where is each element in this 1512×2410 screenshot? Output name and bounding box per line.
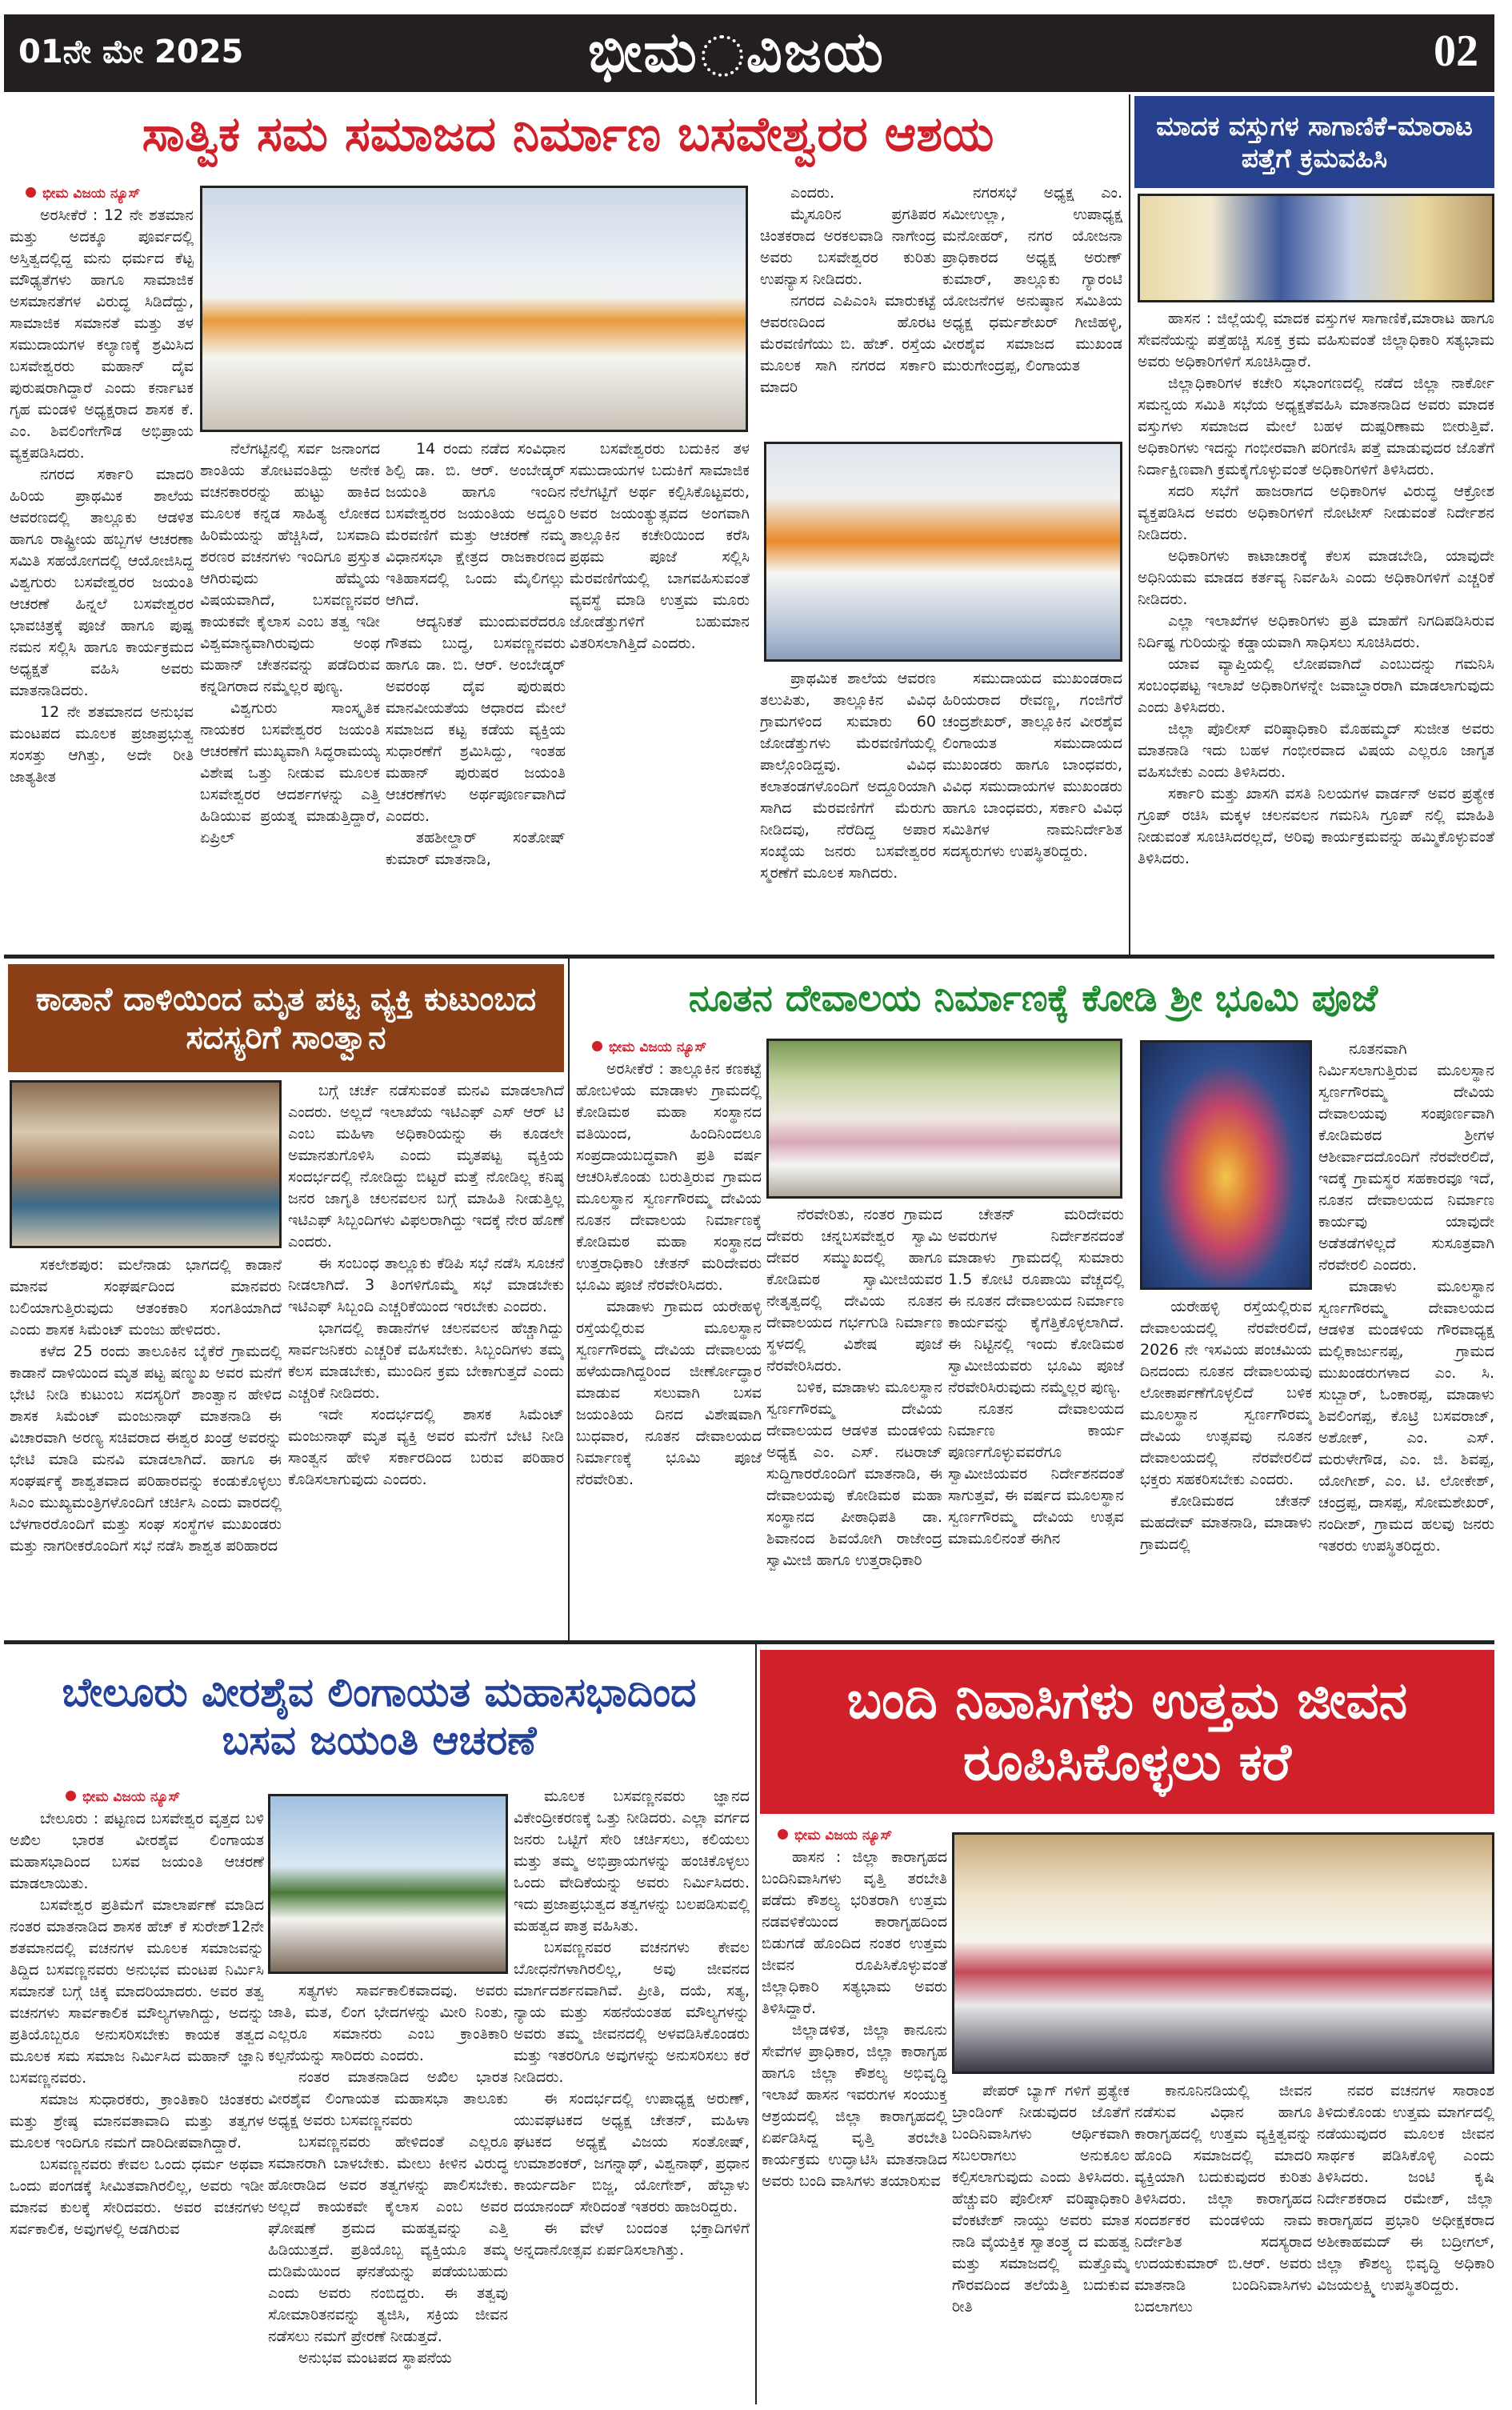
logo-right: ವಿಜಯ [746,19,885,85]
article-text [10,1808,264,2240]
byline: ಭೀಮ ವಿಜಯ ನ್ಯೂಸ್ [66,1786,264,1808]
paragraph: ಪ್ರಾಥಮಿಕ ಶಾಲೆಯ ಆವರಣ ತಲುಪಿತು, ತಾಲ್ಲೂಕಿನ ವಿವಿಧ ಗ್ರಾಮಗಳಿಂದ ಸುಮಾರು 60 ಜೋಡೆತ್ತುಗಳು ಮೆರವಣಿಗೆಯಲ್ಲಿ ಪಾಲ್ಗೊಂಡಿದ್ದವು. ವಿವಿಧ ಕಲಾತಂಡಗಳೊಂದಿಗೆ ಅದ್ದೂರಿಯಾಗಿ ಸಾಗಿದ ಮೆರವಣಿಗೆಗೆ ಮೆರುಗು ನೀಡಿದವು, ನೆರೆದಿದ್ದ ಅಪಾರ ಸಂಖ್ಯೆಯ ಜನರು ಬಸವೇಶ್ವರರ ಸ್ಮರಣೆಗೆ ಮೂಲಕ ಸಾಗಿದರು. [760,670,936,882]
paragraph: ಈ ವೇಳೆ ಬಂದಂತ ಭಕ್ತಾದಿಗಳಿಗೆ ಅನ್ನದಾನೋತ್ಸವ ಏರ್ಪಡಿಸಲಾಗಿತ್ತು. [514,2220,750,2259]
paragraph: ನಗರದ ಸರ್ಕಾರಿ ಮಾದರಿ ಹಿರಿಯ ಪ್ರಾಥಮಿಕ ಶಾಲೆಯ ಆವರಣದಲ್ಲಿ ತಾಲ್ಲೂಕು ಆಡಳಿತ ಹಾಗೂ ರಾಷ್ಟ್ರೀಯ ಹಬ್ಬಗಳ ಆಚರಣಾ ಸಮಿತಿ ಸಹಯೋಗದಲ್ಲಿ ಆಯೋಜಿಸಿದ್ದ ವಿಶ್ವಗುರು ಬಸವೇಶ್ವರರ ಜಯಂತಿ ಆಚರಣೆ ಹಿನ್ನಲೆ ಬಸವೇಶ್ವರರ ಭಾವಚಿತ್ರಕ್ಕೆ ಪೂಜೆ ಹಾಗೂ ಪುಷ್ಪ ನಮನ ಸಲ್ಲಿಸಿ ಹಾಗೂ ಕಾರ್ಯಕ್ರಮದ ಅಧ್ಯಕ್ಷತೆ ವಹಿಸಿ ಅವರು ಮಾತನಾಡಿದರು. [10,466,194,699]
article-column [1140,1296,1312,1636]
paragraph: ಸರ್ಕಾರಿ ಮತ್ತು ಖಾಸಗಿ ವಸತಿ ನಿಲಯಗಳ ವಾರ್ಡನ್ ಅವರ ಪ್ರತ್ಯೇಕ ಗ್ರೂಪ್ ರಚಿಸಿ ಮಕ್ಕಳ ಚಲನವಲನ ಗಮನಿಸಿ ಗ್ರೂಪ್ ನಲ್ಲಿ ಮಾಹಿತಿ ನೀಡುವಂತೆ ಸೂಚಿಸಿದರಲ್ಲದೆ, ಅರಿವು ಕಾರ್ಯಕ್ರಮವನ್ನು ಹಮ್ಮಿಕೊಳ್ಳುವಂತೆ ತಿಳಿಸಿದರು. [1138,785,1494,867]
article-column [386,438,566,952]
article-text [1134,2080,1312,2318]
article-column [760,182,936,435]
paragraph: ಅಧಿಕಾರಿಗಳು ಕಾಟಾಚಾರಕ್ಕೆ ಕೆಲಸ ಮಾಡಬೇಡಿ, ಯಾವುದೇ ಅಧಿನಿಯಮ ಮಾಡದ ಕರ್ತವ್ಯ ನಿರ್ವಹಿಸಿ ಎಂದು ಅಧಿಕಾರಿಗಳಿಗೆ ಎಚ್ಚರಿಕೆ ನೀಡಿದರು. [1138,547,1494,608]
article-text [10,1255,282,1557]
article-column [514,1786,750,2404]
article-text [570,438,750,655]
paragraph: ಈ ಸಂದರ್ಭದಲ್ಲಿ ಉಪಾಧ್ಯಕ್ಷ ಅರುಣ್, ಯುವಘಟಕದ ಅಧ್ಯಕ್ಷ ಚೇತನ್, ಮಹಿಳಾ ಘಟಕದ ಅಧ್ಯಕ್ಷೆ ವಿಜಯ ಸಂತೋಷ್, ಉಮಾಶಂಕರ್, ಜಗನ್ನಾಥ್, ವಿಶ್ವನಾಥ್, ಪ್ರಧಾನ ಕಾರ್ಯದರ್ಶಿ ಬಿಜ್ಜ, ಯೋಗೇಶ್, ಹೆಬ್ಬಾಳು ದಯಾನಂದ್ ಸೇರಿದಂತೆ ಇತರರು ಹಾಜರಿದ್ದರು. [514,2090,750,2216]
article-text [268,1980,508,2369]
paragraph: ಮೈಸೂರಿನ ಪ್ರಗತಿಪರ ಚಿಂತಕರಾದ ಅರಕಲವಾಡಿ ನಾಗೇಂದ್ರ ಅವರು ಬಸವೇಶ್ವರರ ಕುರಿತು ಉಪನ್ಯಾಸ ನೀಡಿದರು. [760,206,936,288]
paragraph: ಸದರಿ ಸಭೆಗೆ ಹಾಜರಾಗದ ಅಧಿಕಾರಿಗಳ ವಿರುದ್ಧ ಆಕ್ರೋಶ ವ್ಯಕ್ತಪಡಿಸಿದ ಅವರು ಅಧಿಕಾರಿಗಳಿಗೆ ನೋಟೀಸ್ ನೀಡುವಂತೆ ನಿರ್ದೇಶನ ನೀಡಿದರು. [1138,482,1494,543]
paragraph: ಈ ಸಂಬಂಧ ತಾಲ್ಲೂಕು ಕೆಡಿಪಿ ಸಭೆ ನಡೆಸಿ ಸೂಚನೆ ನೀಡಲಾಗಿದೆ. 3 ತಿಂಗಳಿಗೊಮ್ಮೆ ಸಭೆ ಮಾಡಬೇಕು ಇಟಿಎಫ್ ಸಿಬ್ಬಂದಿ ಎಚ್ಚರಿಕೆಯಿಂದ ಇರಬೇಕು ಎಂದರು. [288,1255,564,1315]
article-column [268,1980,508,2404]
paragraph: ನವರ ವಚನಗಳ ಸಾರಾಂಶ ತಿಳಿದುಕೊಂಡು ಉತ್ತಮ ಮಾರ್ಗದಲ್ಲಿ ನಡೆಯುವುದರ ಮೂಲಕ ಜೀವನ ಸಾರ್ಥಕ ಪಡಿಸಿಕೊಳ್ಳಿ ಎಂದು ತಿಳಿಸಿದರು. ಜಂಟಿ ಕೃಷಿ ನಿರ್ದೇಶಕರಾದ ರಮೇಶ್, ಜಿಲ್ಲಾ ಕಾರಾಗೃಹದ ಪ್ರಭಾರಿ ಅಧೀಕ್ಷಕರಾದ ಅಶೀಕಾಹಮದ್ ಈ ಬದ್ರೀಗಲ್, ಜಿಲ್ಲಾ ಕೌಶಲ್ಯ ಭಿವೃದ್ಧಿ ಅಧಿಕಾರಿ ವಿಜಯಲಕ್ಷ್ಮಿ ಉಪಸ್ಥಿತರಿದ್ದರು. [1317,2082,1494,2294]
news-photo-felicitation [764,442,1122,662]
paragraph: ನೆರವೇರಿತು, ನಂತರ ಗ್ರಾಮದ ದೇವರು ಚನ್ನಬಸವೇಶ್ವರ ಸ್ವಾಮಿ ದೇವರ ಸಮ್ಮುಖದಲ್ಲಿ ಹಾಗೂ ಕೋಡಿಮಠ ಸ್ವಾಮೀಜಿಯವರ ನೇತೃತ್ವದಲ್ಲಿ ದೇವಿಯ ನೂತನ ದೇವಾಲಯದ ಗರ್ಭಗುಡಿ ನಿರ್ಮಾಣ ಸ್ಥಳದಲ್ಲಿ ವಿಶೇಷ ಪೂಜೆ ನೆರವೇರಿಸಿದರು. [766,1206,942,1375]
paragraph: ಕಳೆದ 25 ರಂದು ತಾಲೂಕಿನ ಬೈಕೆರೆ ಗ್ರಾಮದಲ್ಲಿ ಕಾಡಾನೆ ದಾಳಿಯಿಂದ ಮೃತ ಪಟ್ಟ ಷಣ್ಮುಖ ಅವರ ಮನೆಗೆ ಭೇಟಿ ನೀಡಿ ಕುಟುಂಬ ಸದಸ್ಯರಿಗೆ ಶಾಂತ್ವಾನ ಹೇಳಿದ ಶಾಸಕ ಸಿಮೆಂಟ್ ಮಂಜುನಾಥ್ ಮಾತನಾಡಿ ಈ ವಿಚಾರವಾಗಿ ಅರಣ್ಯ ಸಚಿವರಾದ ಈಶ್ವರ ಖಂಡ್ರೆ ಅವರನ್ನು ಭೇಟಿ ಮಾಡಿ ಮನವಿ ಮಾಡಲಾಗಿದೆ. ಹಾಗೂ ಈ ಸಂಘರ್ಷಕ್ಕೆ ಶಾಶ್ವತವಾದ ಪರಿಹಾರವನ್ನು ಕಂಡುಕೊಳ್ಳಲು ಸಿಎಂ ಮುಖ್ಯಮಂತ್ರಿಗಳೊಂದಿಗೆ ಚರ್ಚಿಸಿ ಎಂದು ವಾರದಲ್ಲಿ ಬೆಳಗಾರರೊಂದಿಗೆ ಮತ್ತು ಸಂಘ ಸಂಸ್ಥೆಗಳ ಮುಖಂಡರು ಮತ್ತು ನಾಗರೀಕರೊಂದಿಗೆ ಸಭೆ ನಡೆಸಿ ಶಾಶ್ವತ ಪರಿಹಾರದ [10,1343,282,1555]
elephant-attack-headline: ಕಾಡಾನೆ ದಾಳಿಯಿಂದ ಮೃತ ಪಟ್ಟ ವ್ಯಕ್ತಿ ಕುಟುಂಬದ ಸದಸ್ಯರಿಗೆ ಸಾಂತ್ವಾನ [8,964,564,1072]
page-number: 02 [1434,26,1478,76]
paragraph: ಬಗ್ಗೆ ಚರ್ಚೆ ನಡೆಸುವಂತೆ ಮನವಿ ಮಾಡಲಾಗಿದೆ ಎಂದರು. ಅಲ್ಲದೆ ಇಲಾಖೆಯ ಇಟಿಎಫ್ ಎಸ್ ಆರ್ ಟಿ ಎಂಬ ಮಹಿಳಾ ಅಧಿಕಾರಿಯನ್ನು ಈ ಕೂಡಲೇ ಅಮಾನತುಗೊಳಿಸಿ ಎಂದು ಮೃತಪಟ್ಟ ವ್ಯಕ್ತಿಯ ಸಂದರ್ಭದಲ್ಲಿ ನೋಡಿದ್ದು ಬಿಟ್ಟರೆ ಮತ್ತೆ ನೋಡಿಲ್ಲ ಕನಿಷ್ಠ ಜನರ ಜಾಗೃತಿ ಚಲನವಲನ ಬಗ್ಗೆ ಮಾಹಿತಿ ನೀಡುತ್ತಿಲ್ಲ ಇಟಿಎಫ್ ಸಿಬ್ಬಂದಿಗಳು ವಿಫಲರಾಗಿದ್ದು ಇದಕ್ಕೆ ನೇರ ಹೊಣೆ ಎಂದರು. [288,1082,564,1251]
paragraph: ಯರೇಹಳ್ಳಿ ರಸ್ತೆಯಲ್ಲಿರುವ ದೇವಾಲಯದಲ್ಲಿ ನೆರವೇರಲಿದೆ, 2026 ನೇ ಇಸವಿಯ ಪಂಚಮಿಯ ದಿನದಂದು ನೂತನ ದೇವಾಲಯವು ಲೋಕಾರ್ಪಣೆಗೊಳ್ಳಲಿದೆ ಬಳಿಕ ಮೂಲಸ್ಥಾನ ಸ್ವರ್ಣಗೌರಮ್ಮ ದೇವಿಯ ಉತ್ಸವವು ನೂತನ ದೇವಾಲಯದಲ್ಲಿ ನೆರವೇರಲಿದೆ ಭಕ್ತರು ಸಹಕರಿಸಬೇಕು ಎಂದರು. [1140,1298,1312,1488]
article-text [1318,1039,1494,1557]
paragraph: ಇದೇ ಸಂದರ್ಭದಲ್ಲಿ ಶಾಸಕ ಸಿಮೆಂಟ್ ಮಂಜುನಾಥ್ ಮೃತ ವ್ಯಕ್ತಿ ಅವರ ಮನೆಗೆ ಬೇಟಿ ನೀಡಿ ಸಾಂತ್ವನ ಹೇಳಿ ಸರ್ಕಾರದಿಂದ ಬರುವ ಪರಿಹಾರ ಕೊಡಿಸಲಾಗುವುದು ಎಂದರು. [288,1406,564,1488]
paragraph: ತಹಶೀಲ್ದಾರ್ ಸಂತೋಷ್ ಕುಮಾರ್ ಮಾತನಾಡಿ, [386,829,566,868]
paragraph: ಸಕಲೇಶಪುರ: ಮಲೆನಾಡು ಭಾಗದಲ್ಲಿ ಕಾಡಾನೆ ಮಾನವ ಸಂಘರ್ಷದಿಂದ ಮಾನವರು ಬಲಿಯಾಗುತ್ತಿರುವುದು ಆತಂಕಕಾರಿ ಸಂಗತಿಯಾಗಿದೆ ಎಂದು ಶಾಸಕ ಸಿಮೆಂಟ್ ಮಂಜು ಹೇಳಿದರು. [10,1256,282,1339]
paragraph: ಚೇತನ್ ಮರಿದೇವರು ಅವರುಗಳ ನಿರ್ದೇಶನದಂತೆ ಮಾಡಾಳು ಗ್ರಾಮದಲ್ಲಿ ಸುಮಾರು 1.5 ಕೋಟಿ ರೂಪಾಯಿ ವೆಚ್ಚದಲ್ಲಿ ಈ ನೂತನ ದೇವಾಲಯದ ನಿರ್ಮಾಣ ಕಾರ್ಯವನ್ನು ಕೈಗೆತ್ತಿಕೊಳ್ಳಲಾಗಿದೆ. ಈ ನಿಟ್ಟಿನಲ್ಲಿ ಇಂದು ಕೋಡಿಮಠ ಸ್ವಾಮೀಜಿಯವರು ಭೂಮಿ ಪೂಜೆ ನೆರವೇರಿಸಿರುವುದು ನಮ್ಮೆಲ್ಲರ ಪುಣ್ಯ. [948,1206,1124,1396]
news-photo-basava-jayanti [200,186,748,432]
chakra-wheel-icon [702,35,743,77]
paragraph: ಭಾಗದಲ್ಲಿ ಕಾಡಾನೆಗಳ ಚಲನವಲನ ಹೆಚ್ಚಾಗಿದ್ದು ಸಾರ್ವಜನಿಕರು ಎಚ್ಚರಿಕೆ ವಹಿಸಬೇಕು. ಸಿಬ್ಬಂದಿಗಳು ತಮ್ಮ ಕೆಲಸ ಮಾಡಬೇಕು, ಮುಂದಿನ ಕ್ರಮ ಬೇಕಾಗುತ್ತದೆ ಎಂದು ಎಚ್ಚರಿಕೆ ನೀಡಿದರು. [288,1319,564,1402]
paragraph: ಬಸವಣ್ಣನವರು ಕೇವಲ ಒಂದು ಧರ್ಮ ಅಥವಾ ಒಂದು ಪಂಗಡಕ್ಕೆ ಸೀಮಿತವಾಗಿರಲಿಲ್ಲ, ಅವರು ಇಡೀ ಮಾನವ ಕುಲಕ್ಕೆ ಸೇರಿದವರು. ಅವರ ವಚನಗಳು ಸರ್ವಕಾಲಿಕ, ಅವುಗಳಲ್ಲಿ ಅಡಗಿರುವ [10,2156,264,2238]
column-divider [755,1643,757,2404]
column-divider [1129,94,1130,955]
article-text [10,205,194,788]
newspaper-logo [588,19,885,86]
article-column [200,438,380,952]
paragraph: 14 ರಂದು ನಡೆದ ಸಂವಿಧಾನ ಶಿಲ್ಪಿ ಡಾ. ಬಿ. ಆರ್. ಅಂಬೇಡ್ಕರ್ ಜಯಂತಿ ಹಾಗೂ ಇಂದಿನ ಬಸವೇಶ್ವರರ ಜಯಂತಿಯ ಅದ್ದೂರಿ ಮೆರವಣಿಗೆ ಮತ್ತು ಆಚರಣೆ ನಮ್ಮ ವಿಧಾನಸಭಾ ಕ್ಷೇತ್ರದ ರಾಜಕಾರಣದ ಇತಿಹಾಸದಲ್ಲಿ ಒಂದು ಮೈಲಿಗಲ್ಲು ಆಗಿದೆ. [386,440,566,609]
paragraph: ಎಲ್ಲಾ ಇಲಾಖೆಗಳ ಅಧಿಕಾರಿಗಳು ಪ್ರತಿ ಮಾಹೆಗೆ ನಿಗದಿಪಡಿಸಿರುವ ನಿರ್ದಿಷ್ಟ ಗುರಿಯನ್ನು ಕಡ್ಡಾಯವಾಗಿ ಸಾಧಿಸಲು ಸೂಚಿಸಿದರು. [1138,612,1494,651]
paragraph: ಸತ್ಯಗಳು ಸಾರ್ವಕಾಲಿಕವಾದವು. ಅವರು ಜಾತಿ, ಮತ, ಲಿಂಗ ಭೇದಗಳನ್ನು ಮೀರಿ ನಿಂತು, ಎಲ್ಲರೂ ಸಮಾನರು ಎಂಬ ಕ್ರಾಂತಿಕಾರಿ ಕಲ್ಪನೆಯನ್ನು ಸಾರಿದರು ಎಂದರು. [268,1982,508,2064]
byline: ಭೀಮ ವಿಜಯ ನ್ಯೂಸ್ [778,1824,947,1847]
paragraph: ಬಳಿಕ, ಮಾಡಾಳು ಮೂಲಸ್ಥಾನ ಸ್ವರ್ಣಗೌರಮ್ಮ ದೇವಿಯ ದೇವಾಲಯದ ಆಡಳಿತ ಮಂಡಳಿಯ ಅಧ್ಯಕ್ಷ ಎಂ. ಎಸ್. ನಟರಾಜ್ ಸುದ್ದಿಗಾರರೊಂದಿಗೆ ಮಾತನಾಡಿ, ಈ ದೇವಾಲಯವು ಕೋಡಿಮಠ ಮಹಾ ಸಂಸ್ಥಾನದ ಪೀಠಾಧಿಪತಿ ಡಾ. ಶಿವಾನಂದ ಶಿವಯೋಗಿ ರಾಜೇಂದ್ರ ಸ್ವಾಮೀಜಿ ಹಾಗೂ ಉತ್ತರಾಧಿಕಾರಿ [766,1379,942,1569]
article-column [762,1824,947,2402]
paragraph: ಕಾನೂನಿನಡಿಯಲ್ಲಿ ಜೀವನ ನಡೆಸುವ ವಿಧಾನ ಹಾಗೂ ಕಾರಾಗೃಹದಲ್ಲಿ ಉತ್ತಮ ವ್ಯಕ್ತಿತ್ವವನ್ನು ಹೊಂದಿ ಸಮಾಜದಲ್ಲಿ ಮಾದರಿ ವ್ಯಕ್ತಿಯಾಗಿ ಬದುಕುವುದರ ಕುರಿತು ತಿಳಿಸಿದರು. ಜಿಲ್ಲಾ ಕಾರಾಗೃಹದ ಸಂದರ್ಶಕರ ಮಂಡಳಿಯ ನಾಮ ನಿರ್ದೇಶಿತ ಸದಸ್ಯರಾದ ಉದಯಕುಮಾರ್ ಬಿ.ಆರ್. ಅವರು ಮಾತನಾಡಿ ಬಂದಿನಿವಾಸಿಗಳು ಬದಲಾಗಲು [1134,2082,1312,2316]
paragraph: ಪೇಪರ್ ಬ್ಯಾಗ್ ಗಳಿಗೆ ಪ್ರತ್ಯೇಕ ಬ್ರಾಂಡಿಂಗ್ ನೀಡುವುದರ ಜೊತೆಗೆ ಬಂದಿನಿವಾಸಿಗಳು ಆರ್ಥಿಕವಾಗಿ ಸಬಲರಾಗಲು ಅನುಕೂಲ ಕಲ್ಪಿಸಲಾಗುವುದು ಎಂದು ತಿಳಿಸಿದರು. ಹೆಚ್ಚುವರಿ ಪೊಲೀಸ್ ವರಿಷ್ಠಾಧಿಕಾರಿ ವೆಂಕಟೇಶ್ ನಾಯ್ಡು ಅವರು ಮಾತ ನಾಡಿ ವೈಯಕ್ತಿಕ ಸ್ವಾತಂತ್ರ್ಯ ದ ಮಹತ್ವ ಮತ್ತು ಸಮಾಜದಲ್ಲಿ ಮತ್ತೊಮ್ಮೆ ಗೌರವದಿಂದ ತಲೆಯೆತ್ತಿ ಬದುಕುವ ರೀತಿ [952,2082,1130,2316]
article-text [1317,2080,1494,2296]
paragraph: ಮೂಲಕ ಬಸವಣ್ಣನವರು ಜ್ಞಾನದ ವಿಕೇಂದ್ರೀಕರಣಕ್ಕೆ ಒತ್ತು ನೀಡಿದರು. ಎಲ್ಲಾ ವರ್ಗದ ಜನರು ಒಟ್ಟಿಗೆ ಸೇರಿ ಚರ್ಚಿಸಲು, ಕಲಿಯಲು ಮತ್ತು ತಮ್ಮ ಅಭಿಪ್ರಾಯಗಳನ್ನು ಹಂಚಿಕೊಳ್ಳಲು ಒಂದು ವೇದಿಕೆಯನ್ನು ಅವರು ನಿರ್ಮಿಸಿದರು. ಇದು ಪ್ರಜಾಪ್ರಭುತ್ವದ ತತ್ವಗಳನ್ನು ಬಲಪಡಿಸುವಲ್ಲಿ ಮಹತ್ವದ ಪಾತ್ರ ವಹಿಸಿತು. [514,1787,750,1935]
article-column [766,1204,942,1636]
paragraph: ನೂತನ ದೇವಾಲಯದ ನಿರ್ಮಾಣ ಕಾರ್ಯ ಪೂರ್ಣಗೊಳ್ಳುವವರೆಗೂ ಸ್ವಾಮೀಜಿಯವರ ನಿರ್ದೇಶನದಂತೆ ಸಾಗುತ್ತವೆ, ಈ ವರ್ಷದ ಮೂಲಸ್ಥಾನ ಸ್ವರ್ಣಗೌರಮ್ಮ ದೇವಿಯ ಉತ್ಸವ ಮಾಮೂಲಿನಂತೆ ಈಗಿನ [948,1400,1124,1547]
byline: ಭೀಮ ವಿಜಯ ನ್ಯೂಸ್ [592,1036,762,1059]
article-column [1138,308,1494,952]
paragraph: ಅನುಭವ ಮಂಟಪದ ಸ್ಥಾಪನೆಯ [298,2349,452,2367]
article-text [760,182,936,398]
prisoners-headline: ಬಂದಿ ನಿವಾಸಿಗಳು ಉತ್ತಮ ಜೀವನ ರೂಪಿಸಿಕೊಳ್ಳಲು ಕರೆ [760,1650,1494,1814]
article-text [942,182,1122,377]
news-photo-condolence [10,1080,282,1248]
article-column [576,1036,762,1636]
byline: ಭೀಮ ವಿಜಯ ನ್ಯೂಸ್ [26,182,194,205]
lead-headline: ಸಾತ್ವಿಕ ಸಮ ಸಮಾಜದ ನಿರ್ಮಾಣ ಬಸವೇಶ್ವರರ ಆಶಯ [142,106,994,162]
article-column [1134,2080,1312,2402]
paragraph: ಬಸವೇಶ್ವರ ಪ್ರತಿಮೆಗೆ ಮಾಲಾರ್ಪಣೆ ಮಾಡಿದ ನಂತರ ಮಾತನಾಡಿದ ಶಾಸಕ ಹೆಚ್ ಕೆ ಸುರೇಶ್12ನೇ ಶತಮಾನದಲ್ಲಿ ವಚನಗಳ ಮೂಲಕ ಸಮಾಜವನ್ನು ತಿದ್ದಿದ ಬಸವಣ್ಣನವರು ಅನುಭವ ಮಂಟಪ ನಿರ್ಮಿಸಿ ಸಮಾನತೆ ಬಗ್ಗೆ ಚಿಕ್ಕ ಮಾದರಿಯಾದರು. ಅವರ ತತ್ವ ವಚನಗಳು ಸಾರ್ವಕಾಲಿಕ ಮೌಲ್ಯಗಳಾಗಿದ್ದು, ಅದನ್ನು ಪ್ರತಿಯೊಬ್ಬರೂ ಅನುಸರಿಸಬೇಕು ಕಾಯಕ ತತ್ವದ ಮೂಲಕ ಸಮ ಸಮಾಜ ನಿರ್ಮಿಸಿದ ಮಹಾನ್ ಜ್ಞಾನಿ ಬಸವಣ್ಣನವರು. [10,1896,264,2087]
paragraph: ಜಿಲ್ಲಾಧಿಕಾರಿಗಳ ಕಚೇರಿ ಸಭಾಂಗಣದಲ್ಲಿ ನಡೆದ ಜಿಲ್ಲಾ ನಾರ್ಕೋ ಸಮನ್ವಯ ಸಮಿತಿ ಸಭೆಯ ಅಧ್ಯಕ್ಷತೆವಹಿಸಿ ಮಾತನಾಡಿದ ಅವರು ಮಾದಕ ವಸ್ತುಗಳು ಸಮಾಜದ ಮೇಲೆ ಬಹಳ ದುಷ್ಪರಿಣಾಮ ಬೀರುತ್ತಿವೆ. ಅಧಿಕಾರಿಗಳು ಇದನ್ನು ಗಂಭೀರವಾಗಿ ಪರಿಗಣಿಸಿ ಪತ್ತೆ ಮಾಡುವುದರ ಜೊತೆಗೆ ನಿರ್ದಾಕ್ಷಿಣವಾಗಿ ಕ್ರಮಕೈಗೊಳ್ಳುವಂತೆ ಅಧಿಕಾರಿಗಳಿಗೆ ತಿಳಿಸಿದರು. [1138,374,1494,478]
news-photo-bhoomi-pooja [766,1039,1122,1199]
article-column [942,182,1122,435]
paragraph: ಹಾಸನ : ಜಿಲ್ಲಾ ಕಾರಾಗೃಹದ ಬಂದಿನಿವಾಸಿಗಳು ವೃತ್ತಿ ತರಬೇತಿ ಪಡೆದು ಕೌಶಲ್ಯ ಭರಿತರಾಗಿ ಉತ್ತಮ ನಡವಳಿಕೆಯಿಂದ ಕಾರಾಗೃಹದಿಂದ ಬಿಡುಗಡೆ ಹೊಂದಿದ ನಂತರ ಉತ್ತಮ ಜೀವನ ರೂಪಿಸಿಕೊಳ್ಳುವಂತೆ ಜಿಲ್ಲಾಧಿಕಾರಿ ಸತ್ಯಭಾಮ ಅವರು ತಿಳಿಸಿದ್ದಾರೆ. [762,1848,947,2017]
paragraph: ಮಾಡಾಳು ಗ್ರಾಮದ ಯರೇಹಳ್ಳಿ ರಸ್ತೆಯಲ್ಲಿರುವ ಮೂಲಸ್ಥಾನ ಸ್ವರ್ಣಗೌರಮ್ಮ ದೇವಿಯ ದೇವಾಲಯ ಹಳೆಯದಾಗಿದ್ದರಿಂದ ಜೀರ್ಣೋದ್ಧಾರ ಮಾಡುವ ಸಲುವಾಗಿ ಬಸವ ಜಯಂತಿಯ ದಿನದ ವಿಶೇಷವಾಗಿ ಬುಧವಾರ, ನೂತನ ದೇವಾಲಯದ ನಿರ್ಮಾಣಕ್ಕೆ ಭೂಮಿ ಪೂಜೆ ನೆರವೇರಿತು. [576,1298,762,1488]
logo-left: ಭೀಮ [588,19,698,85]
paragraph: ಬಸವೇಶ್ವರರು ಬದುಕಿನ ತಳ ಸಮುದಾಯಗಳ ಬದುಕಿಗೆ ಸಾಮಾಜಿಕ ನೆಲೆಗಟ್ಟಿಗೆ ಅರ್ಥ ಕಲ್ಪಿಸಿಕೊಟ್ಟವರು, ಅವರ ಜಯಂತ್ಯುತ್ಸವದ ಅಂಗವಾಗಿ ತಾಲ್ಲೂಕಿನ ಕಚೇರಿಯಿಂದ ಕರೆಸಿ ಪ್ರಥಮ ಪೂಜೆ ಸಲ್ಲಿಸಿ ಮೆರವಣಿಗೆಯಲ್ಲಿ ಬಾಗವಹಿಸುವಂತೆ ವ್ಯವಸ್ಥೆ ಮಾಡಿ ಉತ್ತಮ ಮೂರು ಜೋಡೆತ್ತುಗಳಿಗೆ ಬಹುಮಾನ ವಿತರಿಸಲಾಗಿತ್ತಿದೆ ಎಂದರು. [570,440,750,652]
paragraph: ಎಂದರು. [790,184,835,202]
article-text [288,1080,564,1491]
paragraph: ನಗರದ ಎಪಿಎಂಸಿ ಮಾರುಕಟ್ಟೆ ಆವರಣದಿಂದ ಹೊರಟ ಮೆರವಣಿಗೆಯು ಬಿ. ಹೆಚ್. ರಸ್ತೆಯ ಮೂಲಕ ಸಾಗಿ ನಗರದ ಸರ್ಕಾರಿ ಮಾದರಿ [760,292,936,396]
paragraph: ಬೇಲೂರು : ಪಟ್ಟಣದ ಬಸವೇಶ್ವರ ವೃತ್ತದ ಬಳಿ ಅಖಿಲ ಭಾರತ ವೀರಶೈವ ಲಿಂಗಾಯತ ಮಹಾಸಭಾದಿಂದ ಬಸವ ಜಯಂತಿ ಆಚರಣೆ ಮಾಡಲಾಯಿತು. [10,1810,264,1892]
paragraph: ಜಿಲ್ಲಾಡಳಿತ, ಜಿಲ್ಲಾ ಕಾನೂನು ಸೇವೆಗಳ ಪ್ರಾಧಿಕಾರ, ಜಿಲ್ಲಾ ಕಾರಾಗೃಹ ಹಾಗೂ ಜಿಲ್ಲಾ ಕೌಶಲ್ಯ ಅಭಿವೃದ್ಧಿ ಇಲಾಖೆ ಹಾಸನ ಇವರುಗಳ ಸಂಯುಕ್ತ ಆಶ್ರಯದಲ್ಲಿ ಜಿಲ್ಲಾ ಕಾರಾಗೃಹದಲ್ಲಿ ಏರ್ಪಡಿಸಿದ್ದ ವೃತ್ತಿ ತರಬೇತಿ ಕಾರ್ಯಕ್ರಮ ಉದ್ಘಾಟಿಸಿ ಮಾತನಾಡಿದ ಅವರು ಬಂದಿ ವಾಸಿಗಳು ತಯಾರಿಸುವ [762,2021,947,2190]
paragraph: ಬಸವಣ್ಣನವರ ವಚನಗಳು ಕೇವಲ ಬೋಧನೆಗಳಾಗಿರಲಿಲ್ಲ, ಅವು ಜೀವನದ ಮಾರ್ಗದರ್ಶನವಾಗಿವೆ. ಪ್ರೀತಿ, ದಯೆ, ಸತ್ಯ, ನ್ಯಾಯ ಮತ್ತು ಸಹನೆಯಂತಹ ಮೌಲ್ಯಗಳನ್ನು ಅವರು ತಮ್ಮ ಜೀವನದಲ್ಲಿ ಅಳವಡಿಸಿಕೊಂಡರು ಮತ್ತು ಇತರರಿಗೂ ಅವುಗಳನ್ನು ಅನುಸರಿಸಲು ಕರೆ ನೀಡಿದರು. [514,1939,750,2086]
article-column [1318,1039,1494,1636]
article-text [766,1204,942,1571]
section-rule [4,955,1494,959]
article-column [948,1204,1124,1636]
article-column [288,1080,564,1636]
paragraph: ಹಾಸನ : ಜಿಲ್ಲೆಯಲ್ಲಿ ಮಾದಕ ವಸ್ತುಗಳ ಸಾಗಾಣಿಕೆ,ಮಾರಾಟ ಹಾಗೂ ಸೇವನೆಯನ್ನು ಪತ್ತೆಹಚ್ಚಿ ಸೂಕ್ತ ಕ್ರಮ ವಹಿಸುವಂತೆ ಜಿಲ್ಲಾಧಿಕಾರಿ ಸತ್ಯಭಾಮ ಅವರು ಅಧಿಕಾರಿಗಳಿಗೆ ಸೂಚಿಸಿದ್ದಾರೆ. [1138,310,1494,370]
article-text [1140,1296,1312,1555]
article-text [514,1786,750,2261]
article-text [760,668,936,884]
article-column [10,1255,282,1636]
article-column [10,182,194,952]
article-column [760,668,936,952]
article-text [948,1204,1124,1550]
news-photo-meeting [1138,194,1494,302]
article-text [1138,308,1494,870]
news-photo-prison-event [952,1832,1494,2074]
paragraph: ಸಮಾಜ ಸುಧಾರಕರು, ಕ್ರಾಂತಿಕಾರಿ ಚಿಂತಕರು ಮತ್ತು ಶ್ರೇಷ್ಠ ಮಾನವತಾವಾದಿ ಮತ್ತು ತತ್ವಗಳ ಮೂಲಕ ಇಂದಿಗೂ ನಮಗೆ ದಾರಿದೀಪವಾಗಿದ್ದಾರೆ. [10,2091,264,2152]
paragraph: ಜಿಲ್ಲಾ ಪೊಲೀಸ್ ವರಿಷ್ಠಾಧಿಕಾರಿ ಮೊಹಮ್ಮದ್ ಸುಜೀತ ಅವರು ಮಾತನಾಡಿ ಇದು ಬಹಳ ಗಂಭೀರವಾದ ವಿಷಯ ಎಲ್ಲರೂ ಜಾಗೃತ ವಹಿಸಬೇಕು ಎಂದು ತಿಳಿಸಿದರು. [1138,720,1494,781]
paragraph: 12 ನೇ ಶತಮಾನದ ಅನುಭವ ಮಂಟಪದ ಮೂಲಕ ಪ್ರಜಾಪ್ರಭುತ್ವ ಸಂಸತ್ತು ಆಗಿತ್ತು, ಅದೇ ರೀತಿ ಜಾತ್ಯತೀತ [10,703,194,786]
paragraph: ಆದ್ಯನಿಕತೆ ಮುಂದುವರೆದರೂ ಗೌತಮ ಬುದ್ಧ, ಬಸವಣ್ಣನವರು ಹಾಗೂ ಡಾ. ಬಿ. ಆರ್. ಅಂಬೇಡ್ಕರ್ ಅವರಂಥ ದೈವ ಪುರುಷರು ಮಾನವೀಯತೆಯ ಆಧಾರದ ಮೇಲೆ ಸಮಾಜದ ಕಟ್ಟ ಕಡೆಯ ವ್ಯಕ್ತಿಯ ಸುಧಾರಣೆಗೆ ಶ್ರಮಿಸಿದ್ದು, ಇಂತಹ ಮಹಾನ್ ಪುರುಷರ ಜಯಂತಿ ಆಚರಣೆಗಳು ಅರ್ಥಪೂರ್ಣವಾಗಿದೆ ಎಂದರು. [386,613,566,825]
belur-headline: ಬೇಲೂರು ವೀರಶೈವ ಲಿಂಗಾಯತ ಮಹಾಸಭಾದಿಂದ ಬಸವ ಜಯಂತಿ ಆಚರಣೆ [62,1669,697,1763]
article-column [952,2080,1130,2402]
paragraph: ಅರಸೀಕೆರೆ : ತಾಲ್ಲೂಕಿನ ಕಣಕಟ್ಟೆ ಹೋಬಳಿಯ ಮಾಡಾಳು ಗ್ರಾಮದಲ್ಲಿ ಕೋಡಿಮಠ ಮಹಾ ಸಂಸ್ಥಾನದ ವತಿಯಿಂದ, ಹಿಂದಿನಿಂದಲೂ ಸಂಪ್ರದಾಯಬದ್ಧವಾಗಿ ಪ್ರತಿ ವರ್ಷ ಆಚರಿಸಿಕೊಂಡು ಬರುತ್ತಿರುವ ಗ್ರಾಮದ ಮೂಲಸ್ಥಾನ ಸ್ವರ್ಣಗೌರಮ್ಮ ದೇವಿಯ ನೂತನ ದೇವಾಲಯ ನಿರ್ಮಾಣಕ್ಕೆ ಕೋಡಿಮಠ ಮಹಾ ಸಂಸ್ಥಾನದ ಉತ್ತರಾಧಿಕಾರಿ ಚೇತನ್ ಮರಿದೇವರು ಭೂಮಿ ಪೂಜೆ ನೆರವೇರಿಸಿದರು. [576,1060,762,1294]
article-column [570,438,750,952]
article-column [1317,2080,1494,2402]
paragraph: ನೆಲೆಗಟ್ಟಿನಲ್ಲಿ ಸರ್ವ ಜನಾಂಗದ ಶಾಂತಿಯ ತೋಟವಂತಿದ್ದು ಅನೇಕ ವಚನಕಾರರನ್ನು ಹುಟ್ಟು ಹಾಕಿದ ಮೂಲಕ ಕನ್ನಡ ಸಾಹಿತ್ಯ ಲೋಕದ ಹಿರಿಮೆಯನ್ನು ಹೆಚ್ಚಿಸಿದೆ, ಬಸವಾದಿ ಶರಣರ ವಚನಗಳು ಇಂದಿಗೂ ಪ್ರಸ್ತುತ ಆಗಿರುವುದು ಹೆಮ್ಮೆಯ ವಿಷಯವಾಗಿದೆ, ಬಸವಣ್ಣನವರ ಕಾಯಕವೇ ಕೈಲಾಸ ಎಂಬ ತತ್ವ ಇಡೀ ವಿಶ್ವಮಾನ್ಯವಾಗಿರುವುದು ಅಂಥ ಮಹಾನ್ ಚೇತನವನ್ನು ಪಡೆದಿರುವ ಕನ್ನಡಿಗರಾದ ನಮ್ಮೆಲ್ಲರ ಪುಣ್ಯ. [200,440,380,695]
article-text [576,1059,762,1491]
temple-headline: ನೂತನ ದೇವಾಲಯ ನಿರ್ಮಾಣಕ್ಕೆ ಕೋಡಿ ಶ್ರೀ ಭೂಮಿ ಪೂಜೆ [688,975,1378,1019]
paragraph: ವಿಶ್ವಗುರು ಸಾಂಸ್ಕೃತಿಕ ನಾಯಕರ ಬಸವೇಶ್ವರರ ಜಯಂತಿ ಆಚರಣೆಗೆ ಮುಖ್ಯವಾಗಿ ಸಿದ್ಧರಾಮಯ್ಯ ವಿಶೇಷ ಒತ್ತು ನೀಡುವ ಮೂಲಕ ಬಸವೇಶ್ವರರ ಆದರ್ಶಗಳನ್ನು ಎತ್ತಿ ಹಿಡಿಯುವ ಪ್ರಯತ್ನ ಮಾಡುತ್ತಿದ್ದಾರೆ, ಏಪ್ರಿಲ್ [200,699,380,847]
section-rule [4,1640,1494,1644]
narcotics-headline: ಮಾದಕ ವಸ್ತುಗಳ ಸಾಗಾಣಿಕೆ-ಮಾರಾಟ ಪತ್ತೆಗೆ ಕ್ರಮವಹಿಸಿ [1134,96,1494,188]
news-photo-belur [268,1794,508,1974]
article-text [200,438,380,849]
paragraph: ಬಸವಣ್ಣನವರು ಹೇಳಿದಂತೆ ಎಲ್ಲರೂ ಸಮಾನರಾಗಿ ಬಾಳಬೇಕು. ಮೇಲು ಕೀಳಿನ ವಿರುದ್ಧ ಹೋರಾಡಿದ ಅವರ ತತ್ವಗಳನ್ನು ಪಾಲಿಸಬೇಕು. ಅಲ್ಲದೆ ಕಾಯಕವೇ ಕೈಲಾಸ ಎಂಬ ಅವರ ಘೋಷಣೆ ಶ್ರಮದ ಮಹತ್ವವನ್ನು ಎತ್ತಿ ಹಿಡಿಯುತ್ತದೆ. ಪ್ರತಿಯೊಬ್ಬ ವ್ಯಕ್ತಿಯೂ ತಮ್ಮ ದುಡಿಮೆಯಿಂದ ಘನತೆಯನ್ನು ಪಡೆಯಬಹುದು ಎಂದು ಅವರು ನಂಬಿದ್ದರು. ಈ ತತ್ವವು ಸೋಮಾರಿತನವನ್ನು ತ್ಯಜಿಸಿ, ಸಕ್ರಿಯ ಜೀವನ ನಡೆಸಲು ನಮಗೆ ಪ್ರೇರಣೆ ನೀಡುತ್ತದೆ. [268,2133,508,2345]
article-text [762,1847,947,2192]
paragraph: ನಂತರ ಮಾತನಾಡಿದ ಅಖಿಲ ಭಾರತ ವೀರಶೈವ ಲಿಂಗಾಯತ ಮಹಾಸಭಾ ತಾಲೂಕು ಅಧ್ಯಕ್ಷ ಅವರು ಬಸವಣ್ಣನವರು [268,2068,508,2129]
paragraph: ಯಾವ ವ್ಯಾಪ್ತಿಯಲ್ಲಿ ಲೋಪವಾಗಿದೆ ಎಂಬುದನ್ನು ಗಮನಿಸಿ ಸಂಬಂಧಪಟ್ಟ ಇಲಾಖೆ ಅಧಿಕಾರಿಗಳನ್ನೇ ಜವಾಬ್ದಾರರಾಗಿ ಮಾಡಲಾಗುವುದು ಎಂದು ತಿಳಿಸಿದರು. [1138,655,1494,716]
article-text [386,438,566,871]
article-column [942,668,1122,952]
paragraph: ಅರಸೀಕೆರೆ : 12 ನೇ ಶತಮಾನ ಮತ್ತು ಅದಕ್ಕೂ ಪೂರ್ವದಲ್ಲಿ ಅಸ್ತಿತ್ವದಲ್ಲಿದ್ದ ಮನು ಧರ್ಮದ ಕೆಟ್ಟ ಮೌಢ್ಯತೆಗಳು ಹಾಗೂ ಸಾಮಾಜಿಕ ಅಸಮಾನತೆಗಳ ವಿರುದ್ಧ ಸಿಡಿದೆದ್ದು, ಸಾಮಾಜಿಕ ಸಮಾನತೆ ಮತ್ತು ತಳ ಸಮುದಾಯಗಳ ಕಲ್ಯಾಣಕ್ಕೆ ಶ್ರಮಿಸಿದ ಬಸವೇಶ್ವರರು ಮಹಾನ್ ದೈವ ಪುರುಷರಾಗಿದ್ದಾರೆ ಎಂದು ಕರ್ನಾಟಕ ಗೃಹ ಮಂಡಳಿ ಅಧ್ಯಕ್ಷರಾದ ಶಾಸಕ ಕೆ. ಎಂ. ಶಿವಲಿಂಗೇಗೌಡ ಅಭಿಪ್ರಾಯ ವ್ಯಕ್ತಪಡಿಸಿದರು. [10,206,194,462]
paragraph: ನಗರಸಭೆ ಅಧ್ಯಕ್ಷ ಎಂ. ಸಮೀಉಲ್ಲಾ, ಉಪಾಧ್ಯಕ್ಷ ಮನೋಹರ್, ನಗರ ಯೋಜನಾ ಪ್ರಾಧಿಕಾರದ ಅಧ್ಯಕ್ಷ ಅರುಣ್ ಕುಮಾರ್, ತಾಲ್ಲೂಕು ಗ್ಯಾರಂಟಿ ಯೋಜನೆಗಳ ಅನುಷ್ಠಾನ ಸಮಿತಿಯ ಅಧ್ಯಕ್ಷ ಧರ್ಮಶೇಖರ್ ಗೀಜಿಹಳ್ಳಿ, ವೀರಶೈವ ಸಮಾಜದ ಮುಖಂಡ ಮುರುಗೇಂದ್ರಪ್ಪ, ಲಿಂಗಾಯತ [942,184,1122,374]
paragraph: ಕೋಡಿಮಠದ ಚೇತನ್ ಮಹದೇವ್ ಮಾತನಾಡಿ, ಮಾಡಾಳು ಗ್ರಾಮದಲ್ಲಿ [1140,1492,1312,1553]
paragraph: ಮಾಡಾಳು ಮೂಲಸ್ಥಾನ ಸ್ವರ್ಣಗೌರಮ್ಮ ದೇವಾಲಯದ ಆಡಳಿತ ಮಂಡಳಿಯ ಗೌರವಾಧ್ಯಕ್ಷ ಮಲ್ಲಿಕಾರ್ಜುನಪ್ಪ, ಗ್ರಾಮದ ಮುಖಂಡರುಗಳಾದ ಎಂ. ಸಿ. ಸುಬ್ಬಾರ್, ಓಂಕಾರಪ್ಪ, ಮಾಡಾಳು ಶಿವಲಿಂಗಪ್ಪ, ಕೊಟ್ರಿ ಬಸವರಾಜ್, ಅಶೋಕ್, ಎಂ. ಎಸ್. ಮರುಳೇಗೌಡ, ಎಂ. ಜಿ. ಶಿವಪ್ಪ, ಯೋಗೀಶ್, ಎಂ. ಟಿ. ಲೋಕೇಶ್, ಚಂದ್ರಪ್ಪ, ದಾಸಪ್ಪ, ಸೋಮಶೇಖರ್, ನಂದೀಶ್, ಗ್ರಾಮದ ಹಲವು ಜನರು ಇತರರು ಉಪಸ್ಥಿತರಿದ್ದರು. [1318,1278,1494,1555]
article-text [952,2080,1130,2318]
article-column [10,1786,264,2402]
paragraph: ಸಮುದಾಯದ ಮುಖಂಡರಾದ ಹಿರಿಯರಾದ ರೇವಣ್ಣ, ಗಂಜಿಗೆರೆ ಚಂದ್ರಶೇಖರ್, ತಾಲ್ಲೂಕಿನ ವೀರಶೈವ ಲಿಂಗಾಯತ ಸಮುದಾಯದ ಮುಖಂಡರು ಹಾಗೂ ಬಾಂಧವರು, ವಿವಿಧ ಸಮುದಾಯಗಳ ಮುಖಂಡರು ಹಾಗೂ ಬಾಂಧವರು, ಸರ್ಕಾರಿ ವಿವಿಧ ಸಮಿತಿಗಳ ನಾಮನಿರ್ದೇಶಿತ ಸದಸ್ಯರುಗಳು ಉಪಸ್ಥಿತರಿದ್ದರು. [942,670,1122,860]
column-divider [568,959,570,1640]
article-text [942,668,1122,863]
masthead [4,14,1494,92]
paragraph: ನೂತನವಾಗಿ ನಿರ್ಮಿಸಲಾಗುತ್ತಿರುವ ಮೂಲಸ್ಥಾನ ಸ್ವರ್ಣಗೌರಮ್ಮ ದೇವಿಯ ದೇವಾಲಯವು ಸಂಪೂರ್ಣವಾಗಿ ಕೋಡಿಮಠದ ಶ್ರೀಗಳ ಆಶೀರ್ವಾದದೊಂದಿಗೆ ನೆರವೇರಲಿದೆ, ಇದಕ್ಕೆ ಗ್ರಾಮಸ್ಥರ ಸಹಕಾರವೂ ಇದೆ, ನೂತನ ದೇವಾಲಯದ ನಿರ್ಮಾಣ ಕಾರ್ಯವು ಯಾವುದೇ ಅಡೆತಡೆಗಳಿಲ್ಲದೆ ಸುಸೂತ್ರವಾಗಿ ನೆರವೇರಲಿ ಎಂದರು. [1318,1040,1494,1274]
issue-date: 01ನೇ ಮೇ 2025 [18,34,244,70]
news-photo-deity [1140,1040,1312,1290]
